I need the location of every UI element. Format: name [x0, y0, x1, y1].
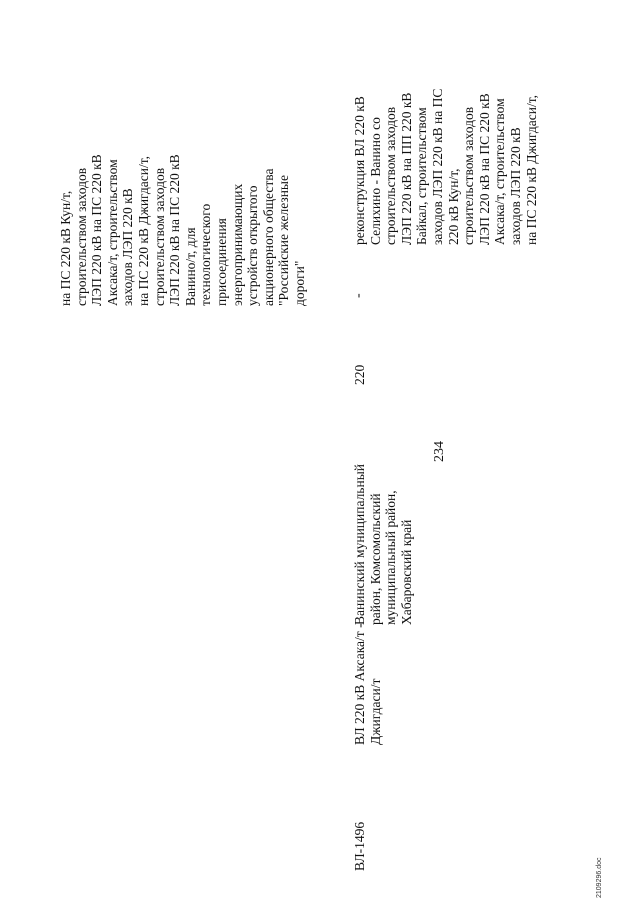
- description-line: строительством заходов: [383, 106, 399, 245]
- line-voltage-text: 220: [352, 364, 367, 385]
- line-description: [352, 89, 539, 245]
- description-line: 220 кВ Кун/т,: [445, 168, 461, 245]
- location-line: Хабаровский край: [398, 519, 414, 625]
- description-line: заходов ЛЭП 220 кВ на ПС: [429, 88, 445, 245]
- description-line: реконструкция ВЛ 220 кВ: [352, 96, 367, 245]
- line-code-text: ВЛ-1496: [352, 821, 367, 871]
- location-line: муниципальный район,: [383, 490, 399, 625]
- description-line: Селихино - Ванино со: [367, 117, 383, 245]
- description-line: ЛЭП 220 кВ на ПП 220 кВ: [398, 92, 414, 245]
- footer-filename: 2109296.doc: [596, 857, 603, 898]
- description-line: на ПС 220 кВ Кун/т,: [58, 190, 73, 306]
- description-line: энергопринимающих: [229, 183, 245, 306]
- description-line: строительством заходов: [151, 167, 167, 306]
- description-line: "Российские железные: [276, 175, 292, 306]
- description-line: на ПС 220 кВ Джигдаси/т,: [523, 95, 539, 245]
- description-line: ЛЭП 220 кВ на ПС 220 кВ: [89, 154, 105, 306]
- line-name-part: Джигдаси/т: [367, 678, 383, 745]
- description-line: Аксака/т, строительством: [492, 98, 508, 245]
- description-line: Байкал, строительством: [414, 107, 430, 245]
- line-location: [352, 464, 414, 625]
- description-line: устройств открытого: [245, 185, 261, 306]
- line-voltage: [352, 365, 368, 385]
- description-line: Ванино/т, для: [182, 227, 198, 306]
- line-code: [352, 822, 368, 871]
- description-line: Аксака/т, строительством: [104, 159, 120, 306]
- description-line: заходов ЛЭП 220 кВ: [120, 188, 136, 306]
- line-name-part: ВЛ 220 кВ Аксака/т -: [352, 623, 367, 745]
- line-name: [352, 623, 383, 745]
- description-line: ЛЭП 220 кВ на ПС 220 кВ: [476, 93, 492, 245]
- description-line: на ПС 220 кВ Джигдаси/т,: [135, 156, 151, 306]
- description-line: строительством заходов: [73, 167, 89, 306]
- location-line: район, Комсомольский: [367, 493, 383, 625]
- description-line: заходов ЛЭП 220 кВ: [507, 127, 523, 245]
- description-line: присоединения: [213, 218, 229, 306]
- continuation-description: [58, 154, 308, 306]
- description-line: ЛЭП 220 кВ на ПС 220 кВ: [167, 154, 183, 306]
- empty-cell-dash: -: [351, 293, 366, 298]
- description-line: дороги": [291, 260, 307, 306]
- description-line: акционерного общества: [260, 168, 276, 306]
- location-line: Ванинский муниципальный: [352, 464, 367, 625]
- description-line: строительством заходов: [461, 106, 477, 245]
- description-line: технологического: [198, 203, 214, 306]
- page-number: 234: [432, 441, 447, 462]
